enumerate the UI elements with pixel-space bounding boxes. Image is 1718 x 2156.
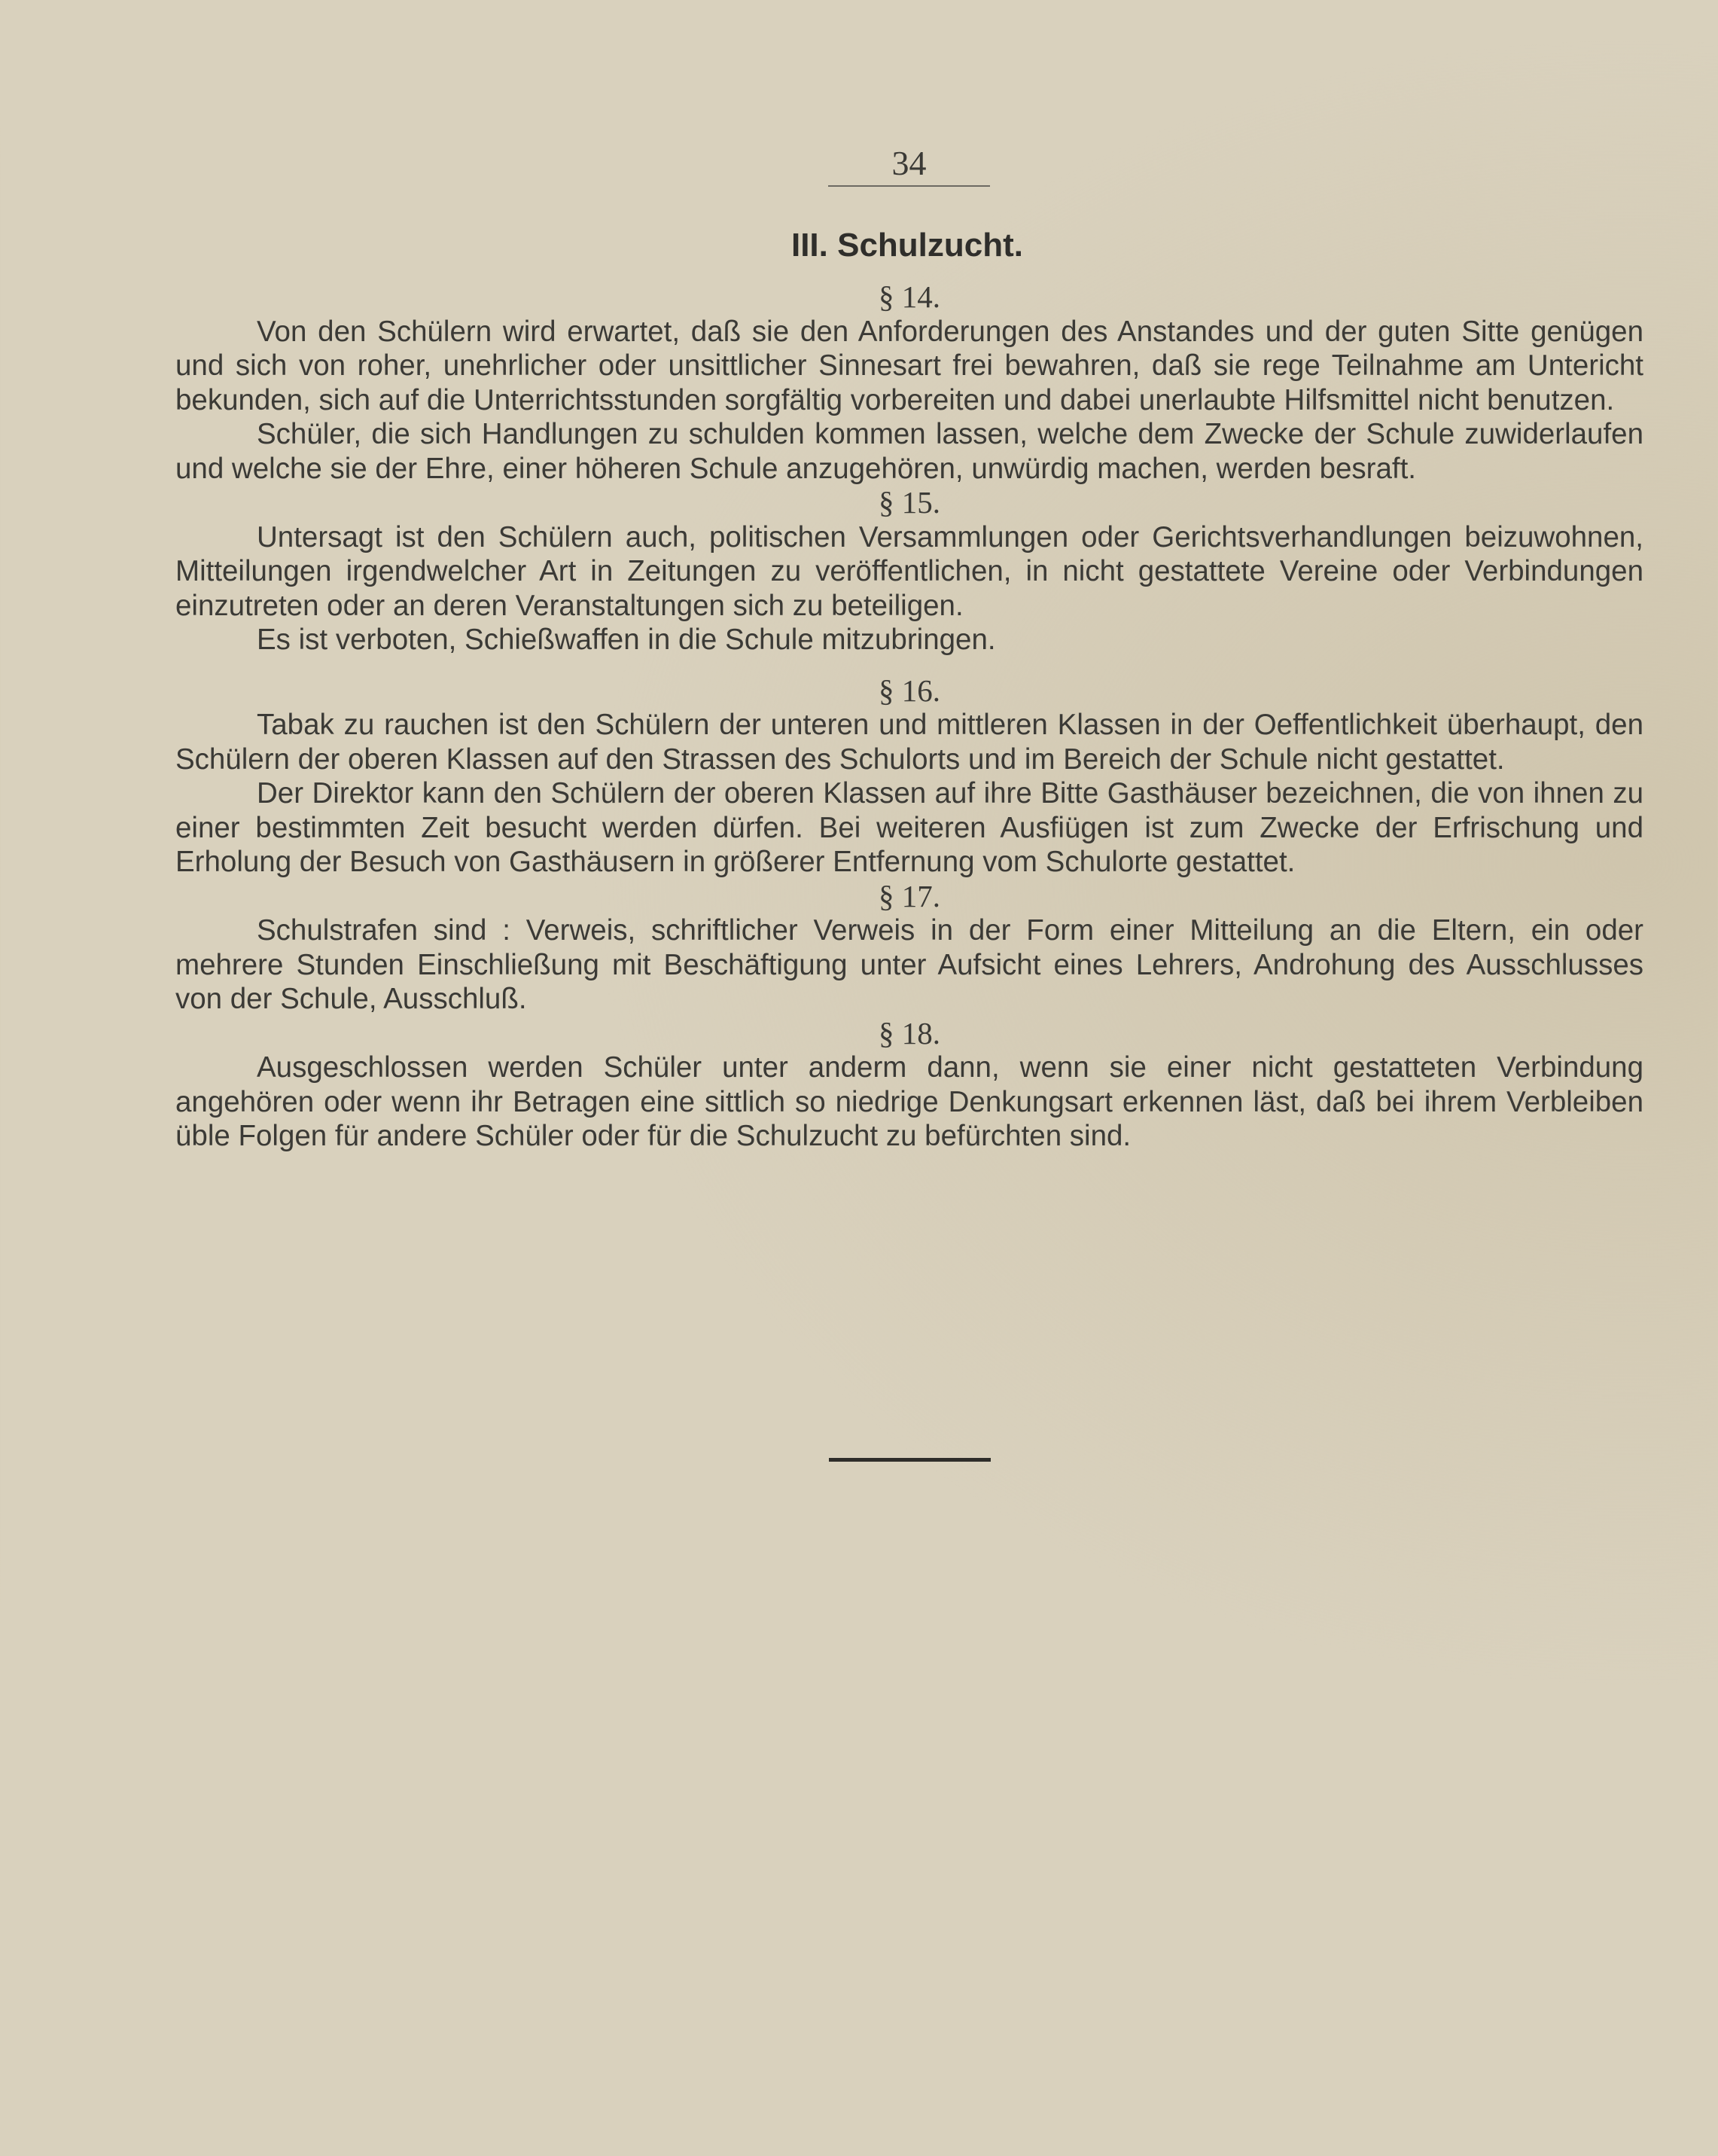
paragraph-text: Ausgeschlossen werden Schüler unter anderm dann, wenn sie einer nicht gestatteten Verbindung angehören oder wenn ihr Betragen eine sittlich so niedrige Denkungsart erkennen läst, daß bei ihrem Verbleiben üble Folgen für andere Schüler oder für die Schulzucht zu befürchten sind. — [175, 1051, 1643, 1152]
page-number-rule — [828, 185, 990, 187]
paragraph-text: Schüler, die sich Handlungen zu schulden kommen lassen, welche dem Zwecke der Schule zuwiderlaufen und welche sie der Ehre, einer höheren Schule anzugehören, unwürdig machen, werden besraft. — [175, 418, 1643, 485]
end-rule — [829, 1458, 991, 1462]
paragraph-heading-18: § 18. — [879, 1015, 940, 1051]
paragraph-text: Untersagt ist den Schülern auch, politischen Versammlungen oder Gerichtsverhandlungen beizuwohnen, Mitteilungen irgendwelcher Art in Zeitungen zu veröffentlichen, in nicht gestattete Vereine oder Verbindungen einzutreten oder an deren Veranstaltungen sich zu beteiligen. — [175, 520, 1643, 622]
paragraph-text: Der Direktor kann den Schülern der oberen Klassen auf ihre Bitte Gasthäuser bezeichnen, die von ihnen zu einer bestimmten Zeit besucht werden dürfen. Bei weiteren Ausfiügen ist zum Zwecke der Erfrischung und Erholung der Besuch von Gasthäusern in größerer Entfernung vom Schulorte gestattet. — [175, 777, 1643, 878]
paragraph-heading-14: § 14. — [879, 279, 940, 314]
document-body — [175, 280, 1643, 1154]
paragraph-heading-16: § 16. — [879, 672, 940, 708]
page-number: 34 — [891, 144, 927, 182]
paragraph-text: Von den Schülern wird erwartet, daß sie den Anforderungen des Anstandes und der guten Sitte genügen und sich von roher, unehrlicher oder unsittlicher Sinnesart frei bewahren, daß sie rege Teilnahme am Untericht bekunden, sich auf die Unterrichtsstunden sorgfältig vorbereiten und dabei unerlaubte Hilfsmittel nicht benutzen. — [175, 315, 1643, 416]
paragraph-text: Es ist verboten, Schießwaffen in die Schule mitzubringen. — [257, 624, 996, 656]
section-title: III. Schulzucht. — [790, 227, 1024, 264]
paragraph-text: Schulstrafen sind : Verweis, schriftlicher Verweis in der Form einer Mitteilung an die Eltern, ein oder mehrere Stunden Einschließung mit Beschäftigung unter Aufsicht eines Lehrers, Androhung des Ausschlusses von der Schule, Ausschluß. — [175, 914, 1643, 1015]
paragraph-heading-17: § 17. — [879, 878, 940, 913]
paragraph-heading-15: § 15. — [879, 485, 940, 520]
paragraph-text: Tabak zu rauchen ist den Schülern der unteren und mittleren Klassen in der Oeffentlichkeit überhaupt, den Schülern der oberen Klassen auf den Strassen des Schulorts und im Bereich der Schule nicht gestattet. — [175, 709, 1643, 776]
